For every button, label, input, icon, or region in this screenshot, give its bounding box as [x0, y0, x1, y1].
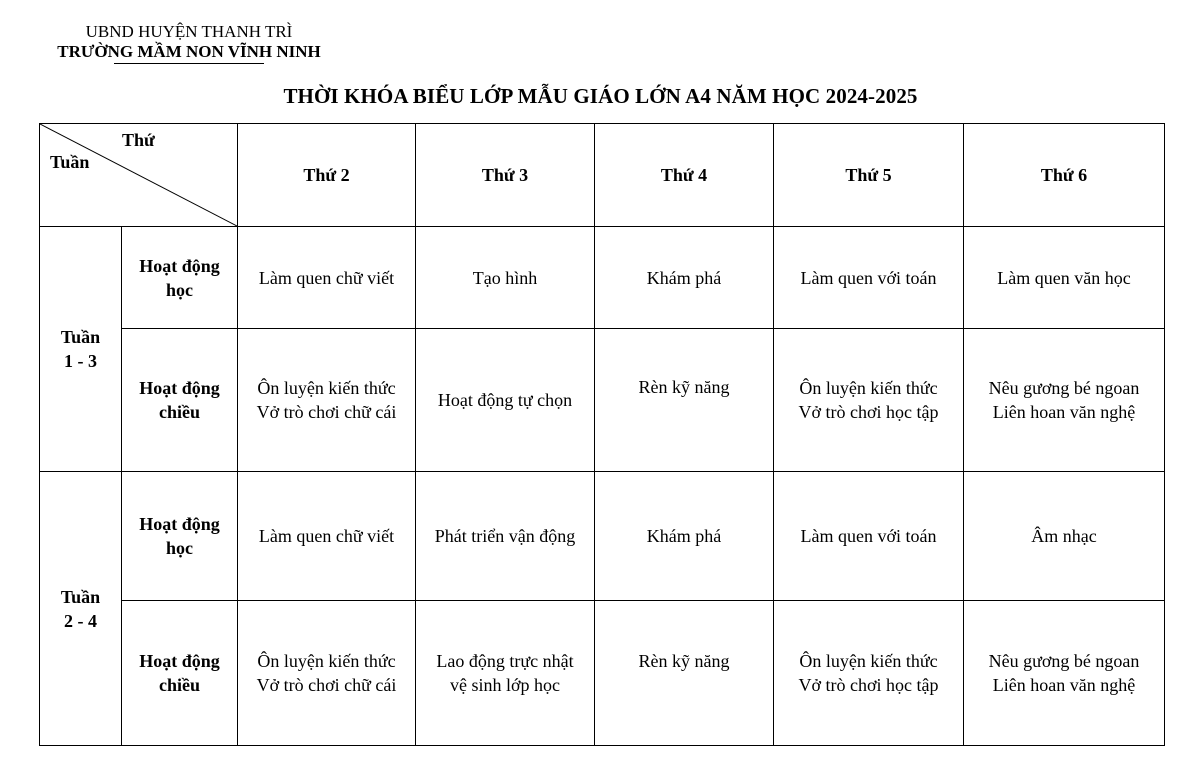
day-header: Thứ 2: [238, 124, 416, 227]
document-header: [48, 22, 330, 64]
schedule-cell: Ôn luyện kiến thức Vở trò chơi học tập: [774, 601, 964, 746]
schedule-cell: Nêu gương bé ngoan Liên hoan văn nghệ: [964, 329, 1165, 472]
day-header: Thứ 5: [774, 124, 964, 227]
schedule-cell: Phát triển vận động: [416, 472, 595, 601]
table-row: [40, 329, 1165, 472]
day-header: Thứ 4: [595, 124, 774, 227]
schedule-cell: Âm nhạc: [964, 472, 1165, 601]
schedule-cell: Khám phá: [595, 472, 774, 601]
schedule-cell: Ôn luyện kiến thức Vở trò chơi chữ cái: [238, 329, 416, 472]
day-header: Thứ 6: [964, 124, 1165, 227]
timetable: [39, 123, 1165, 746]
corner-label-day: Thứ: [122, 130, 155, 150]
activity-label: Hoạt động học: [122, 472, 238, 601]
header-underline: [114, 63, 264, 64]
schedule-cell: Tạo hình: [416, 227, 595, 329]
activity-label: Hoạt động học: [122, 227, 238, 329]
schedule-cell: Làm quen văn học: [964, 227, 1165, 329]
table-row: [40, 227, 1165, 329]
schedule-cell: Khám phá: [595, 227, 774, 329]
table-row: [40, 472, 1165, 601]
page-title: THỜI KHÓA BIỂU LỚP MẪU GIÁO LỚN A4 NĂM HỌC 2024-2025: [283, 84, 918, 108]
schedule-cell: Lao động trực nhật vệ sinh lớp học: [416, 601, 595, 746]
schedule-cell: Nêu gương bé ngoan Liên hoan văn nghệ: [964, 601, 1165, 746]
table-row: [40, 601, 1165, 746]
school-name: TRƯỜNG MẦM NON VĨNH NINH: [57, 42, 321, 61]
schedule-cell: Ôn luyện kiến thức Vở trò chơi học tập: [774, 329, 964, 472]
schedule-cell: Làm quen chữ viết: [238, 472, 416, 601]
schedule-cell: Rèn kỹ năng: [595, 601, 774, 746]
schedule-cell: Làm quen với toán: [774, 472, 964, 601]
district-name: UBND HUYỆN THANH TRÌ: [85, 22, 293, 41]
week-label: Tuần 2 - 4: [40, 472, 122, 746]
schedule-cell: Ôn luyện kiến thức Vở trò chơi chữ cái: [238, 601, 416, 746]
day-header: Thứ 3: [416, 124, 595, 227]
schedule-cell: Hoạt động tự chọn: [416, 329, 595, 472]
schedule-cell: Rèn kỹ năng: [595, 329, 774, 472]
schedule-cell: Làm quen với toán: [774, 227, 964, 329]
corner-label-week: Tuần: [50, 152, 90, 172]
week-label: Tuần 1 - 3: [40, 227, 122, 472]
activity-label: Hoạt động chiều: [122, 329, 238, 472]
header-row: [40, 124, 1165, 227]
activity-label: Hoạt động chiều: [122, 601, 238, 746]
schedule-cell: Làm quen chữ viết: [238, 227, 416, 329]
corner-cell: [40, 124, 238, 227]
